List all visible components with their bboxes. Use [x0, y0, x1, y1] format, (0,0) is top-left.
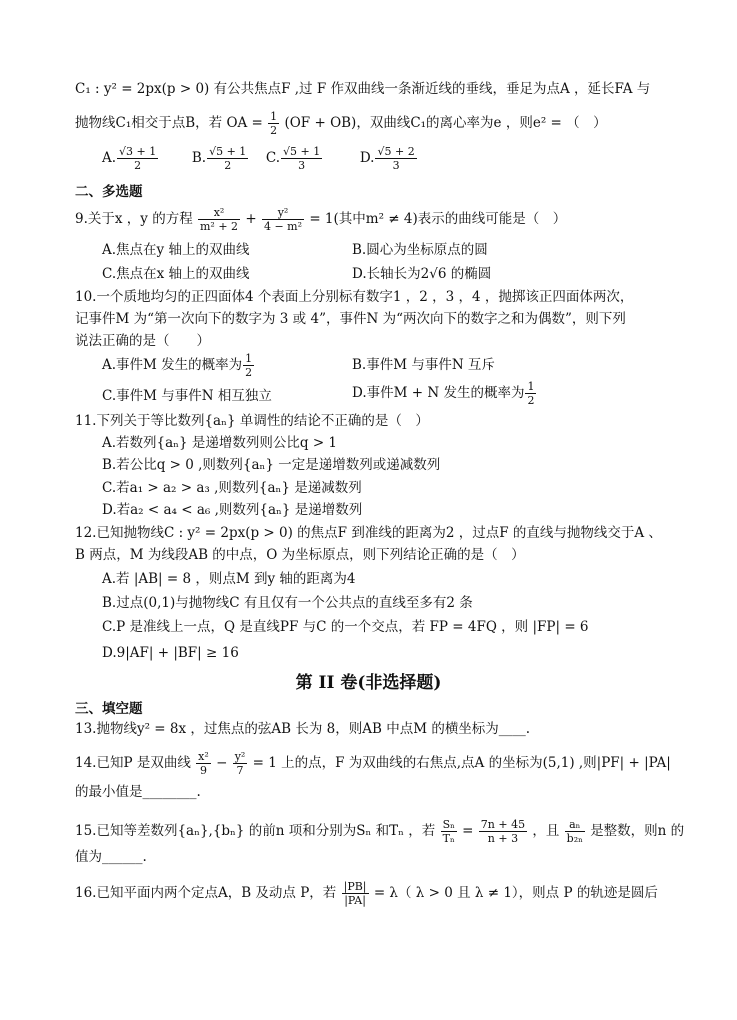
- q10-option-c: C.事件M 与事件N 相互独立: [102, 388, 272, 404]
- q11-option-b: B.若公比q > 0 ,则数列{aₙ} 一定是递增数列或递减数列: [102, 457, 441, 473]
- q11-option-c: C.若a₁ > a₂ > a₃ ,则数列{aₙ} 是递减数列: [102, 480, 362, 496]
- q11-option-a: A.若数列{aₙ} 是递增数列则公比q > 1: [102, 435, 338, 451]
- q9-option-b: B.圆心为坐标原点的圆: [352, 242, 488, 258]
- part-two-title: 第 II 卷(非选择题): [295, 673, 442, 693]
- q12-option-b: B.过点(0,1)与抛物线C 有且仅有一个公共点的直线至多有2 条: [102, 595, 473, 611]
- q12-line1: 12.已知抛物线C : y² = 2px(p > 0) 的焦点F 到准线的距离为2 ，过点F 的直线与抛物线交于A 、: [75, 525, 662, 541]
- q9-option-d: D.长轴长为2√6 的椭圆: [352, 266, 492, 282]
- q9-stem: 9.关于x ，y 的方程 $\frac{\text{x²}}{\text{m² + 2}}$ + $\frac{\text{y²}}{\text{4 − m²}}$ = 1(其中m² ≠ 4)表示的曲线可能是（ ）: [75, 206, 567, 233]
- q11-option-d: D.若a₂ < a₄ < a₆ ,则数列{aₙ} 是递增数列: [102, 502, 363, 518]
- q8-line2: 抛物线C₁相交于点B，若 OA = $\frac{1}{2}$ (OF + OB)，双曲线C₁的离心率为e ，则e² = （ ）: [75, 110, 607, 137]
- section-multiple-choice: 二、多选题: [75, 184, 143, 200]
- q11-stem: 11.下列关于等比数列{aₙ} 单调性的结论不正确的是（ ）: [75, 413, 429, 429]
- q10-line3: 说法正确的是（ ）: [75, 333, 210, 349]
- q10-line1: 10.一个质地均匀的正四面体4 个表面上分别标有数字1 ，2 ，3 ，4 ，抛掷该正四面体两次，: [75, 289, 634, 305]
- q13: 13.抛物线y² = 8x ，过焦点的弦AB 长为 8，则AB 中点M 的横坐标为____.: [75, 721, 531, 737]
- q8-line1: C₁ : y² = 2px(p > 0) 有公共焦点F ,过 F 作双曲线一条渐近线的垂线，垂足为点A ，延长FA 与: [75, 81, 651, 97]
- fraction-half: $\frac{1}{2}$: [270, 110, 278, 137]
- q14-line1: 14.已知P 是双曲线 $\frac{\text{x²}}{9}$ − $\frac{\text{y²}}{7}$ = 1 上的点，F 为双曲线的右焦点,点A 的坐标为(5,1) ,则|PF| + |PA|: [75, 750, 671, 777]
- q10-option-b: B.事件M 与事件N 互斥: [352, 357, 495, 373]
- section-fill-in: 三、填空题: [75, 701, 143, 717]
- q14-line2: 的最小值是________.: [75, 784, 201, 800]
- q12-line2: B 两点，M 为线段AB 的中点，O 为坐标原点，则下列结论正确的是（ ）: [75, 547, 525, 563]
- q8-options: A. $\frac{√3 + 1}{2}$ B. $\frac{√5 + 1}{2}$ C. $\frac{√5 + 1}{3}$ D. $\frac{√5 + 2}{3}$: [102, 145, 415, 172]
- q12-option-d: D.9|AF| + |BF| ≥ 16: [102, 645, 239, 661]
- q12-option-a: A.若 |AB| = 8 ，则点M 到y 轴的距离为4: [102, 571, 356, 587]
- q10-line2: 记事件M 为“第一次向下的数字为 3 或 4”，事件N 为“两次向下的数字之和为偶数”，则下列: [75, 311, 626, 327]
- q16-line1: 16.已知平面内两个定点A，B 及动点 P，若 $\frac{|PB|}{|PA|}$ = λ（ λ > 0 且 λ ≠ 1），则点 P 的轨迹是圆后: [75, 880, 658, 907]
- q10-option-a: A.事件M 发生的概率为 $\frac{1}{2}$: [102, 352, 253, 379]
- q15-line1: 15.已知等差数列{aₙ},{bₙ} 的前n 项和分别为Sₙ 和Tₙ ，若 $\frac{\text{Sₙ}}{\text{Tₙ}}$ = $\frac{7n + 45}{n + 3}$ ，且 $\frac{\text{aₙ}}{\text{b₂ₙ}}$ 是整数，则n 的: [75, 818, 685, 845]
- q15-line2: 值为______.: [75, 849, 147, 865]
- q9-option-c: C.焦点在x 轴上的双曲线: [102, 266, 250, 282]
- q10-option-d: D.事件M + N 发生的概率为 $\frac{1}{2}$: [352, 380, 535, 407]
- q9-option-a: A.焦点在y 轴上的双曲线: [102, 242, 250, 258]
- q12-option-c: C.P 是准线上一点，Q 是直线PF 与C 的一个交点，若 FP = 4FQ ，则 |FP| = 6: [102, 619, 589, 635]
